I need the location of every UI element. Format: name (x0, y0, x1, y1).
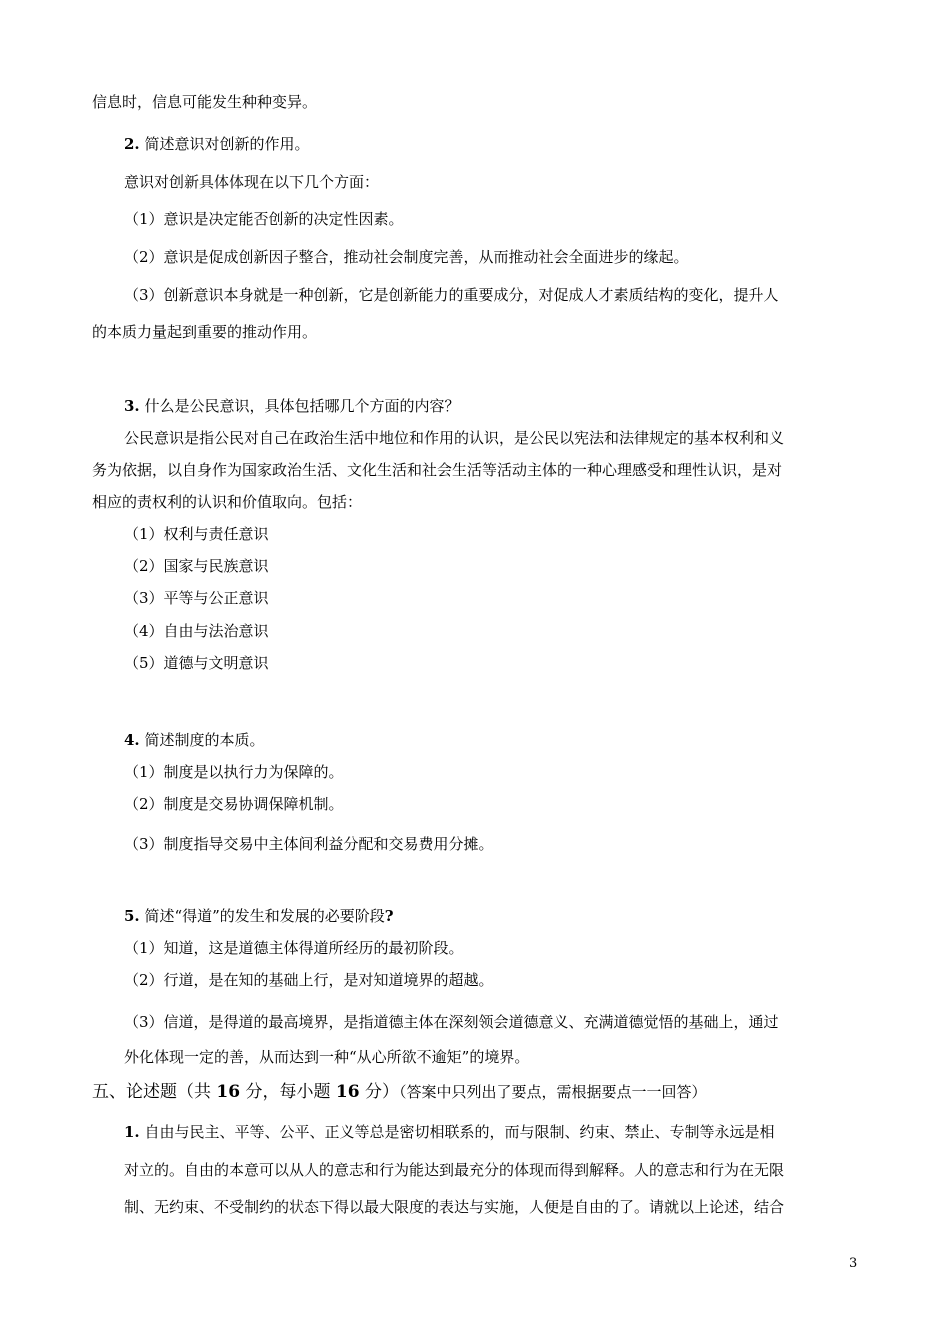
q3-item-1: （1）权利与责任意识 (124, 525, 269, 543)
q2-point-3-line-2: 的本质力量起到重要的推动作用。 (92, 323, 318, 341)
q5-item-3-line-1: （3）信道，是得道的最高境界，是指道德主体在深刻领会道德意义、充满道德觉悟的基础上，通过 (124, 1013, 779, 1031)
question-number: 3. (124, 397, 140, 415)
question-number: 2. (124, 135, 140, 153)
essay-1-line-3: 制、无约束、不受制约的状态下得以最大限度的表达与实施，人便是自由的了。请就以上论述，结合 (124, 1198, 785, 1216)
question-number: 4. (124, 731, 140, 749)
q2-point-2: （2）意识是促成创新因子整合，推动社会制度完善，从而推动社会全面进步的缘起。 (124, 248, 689, 266)
q5-item-2: （2）行道，是在知的基础上行，是对知道境界的超越。 (124, 971, 494, 989)
question-title: 简述“得道”的发生和发展的必要阶段 (139, 907, 385, 925)
question-mark: ? (384, 907, 394, 925)
q3-item-4: （4）自由与法治意识 (124, 622, 269, 640)
question-title: 简述制度的本质。 (139, 731, 265, 749)
question-number: 1. (124, 1123, 140, 1141)
q5-item-3-line-2: 外化体现一定的善，从而达到一种“从心所欲不逾矩”的境界。 (124, 1048, 530, 1066)
essay-1-line-2: 对立的。自由的本意可以从人的意志和行为能达到最充分的体现而得到解释。人的意志和行为在无限 (124, 1161, 785, 1179)
q2-point-3-line-1: （3）创新意识本身就是一种创新，它是创新能力的重要成分，对促成人才素质结构的变化，提升人 (124, 286, 779, 304)
question-number: 5. (124, 907, 140, 925)
question-2-heading (124, 134, 309, 154)
q4-item-2: （2）制度是交易协调保障机制。 (124, 795, 344, 813)
q2-point-1: （1）意识是决定能否创新的决定性因素。 (124, 210, 404, 228)
section-5-heading: 五、论述题（共 16 分，每小题 16 分）（答案中只列出了要点，需根据要点一一回答） (92, 1082, 707, 1102)
q3-answer-line-2: 务为依据，以自身作为国家政治生活、文化生活和社会生活等活动主体的一种心理感受和理性认识，是对 (92, 461, 783, 479)
q3-item-5: （5）道德与文明意识 (124, 654, 269, 672)
question-5-heading (124, 906, 394, 926)
section-note: （答案中只列出了要点，需根据要点一一回答） (398, 1083, 707, 1101)
question-title: 简述意识对创新的作用。 (139, 135, 310, 153)
q4-item-1: （1）制度是以执行力为保障的。 (124, 763, 344, 781)
q3-item-2: （2）国家与民族意识 (124, 557, 269, 575)
question-3-heading (124, 396, 459, 416)
q3-answer-line-3: 相应的责权利的认识和价值取向。包括： (92, 493, 363, 511)
q3-answer-line-1: 公民意识是指公民对自己在政治生活中地位和作用的认识，是公民以宪法和法律规定的基本权利和义 (124, 429, 785, 447)
page-number: 3 (849, 1256, 858, 1271)
q4-item-3: （3）制度指导交易中主体间利益分配和交易费用分摊。 (124, 835, 494, 853)
q5-item-1: （1）知道，这是道德主体得道所经历的最初阶段。 (124, 939, 464, 957)
question-title: 什么是公民意识，具体包括哪几个方面的内容？ (139, 397, 460, 415)
q2-intro: 意识对创新具体体现在以下几个方面： (124, 173, 380, 191)
continued-line: 信息时，信息可能发生种种变异。 (92, 93, 318, 111)
question-4-heading (124, 730, 264, 750)
q3-item-3: （3）平等与公正意识 (124, 589, 269, 607)
essay-1-line-1: 1. 自由与民主、平等、公平、正义等总是密切相联系的，而与限制、约束、禁止、专制等永远是相 (124, 1123, 775, 1141)
